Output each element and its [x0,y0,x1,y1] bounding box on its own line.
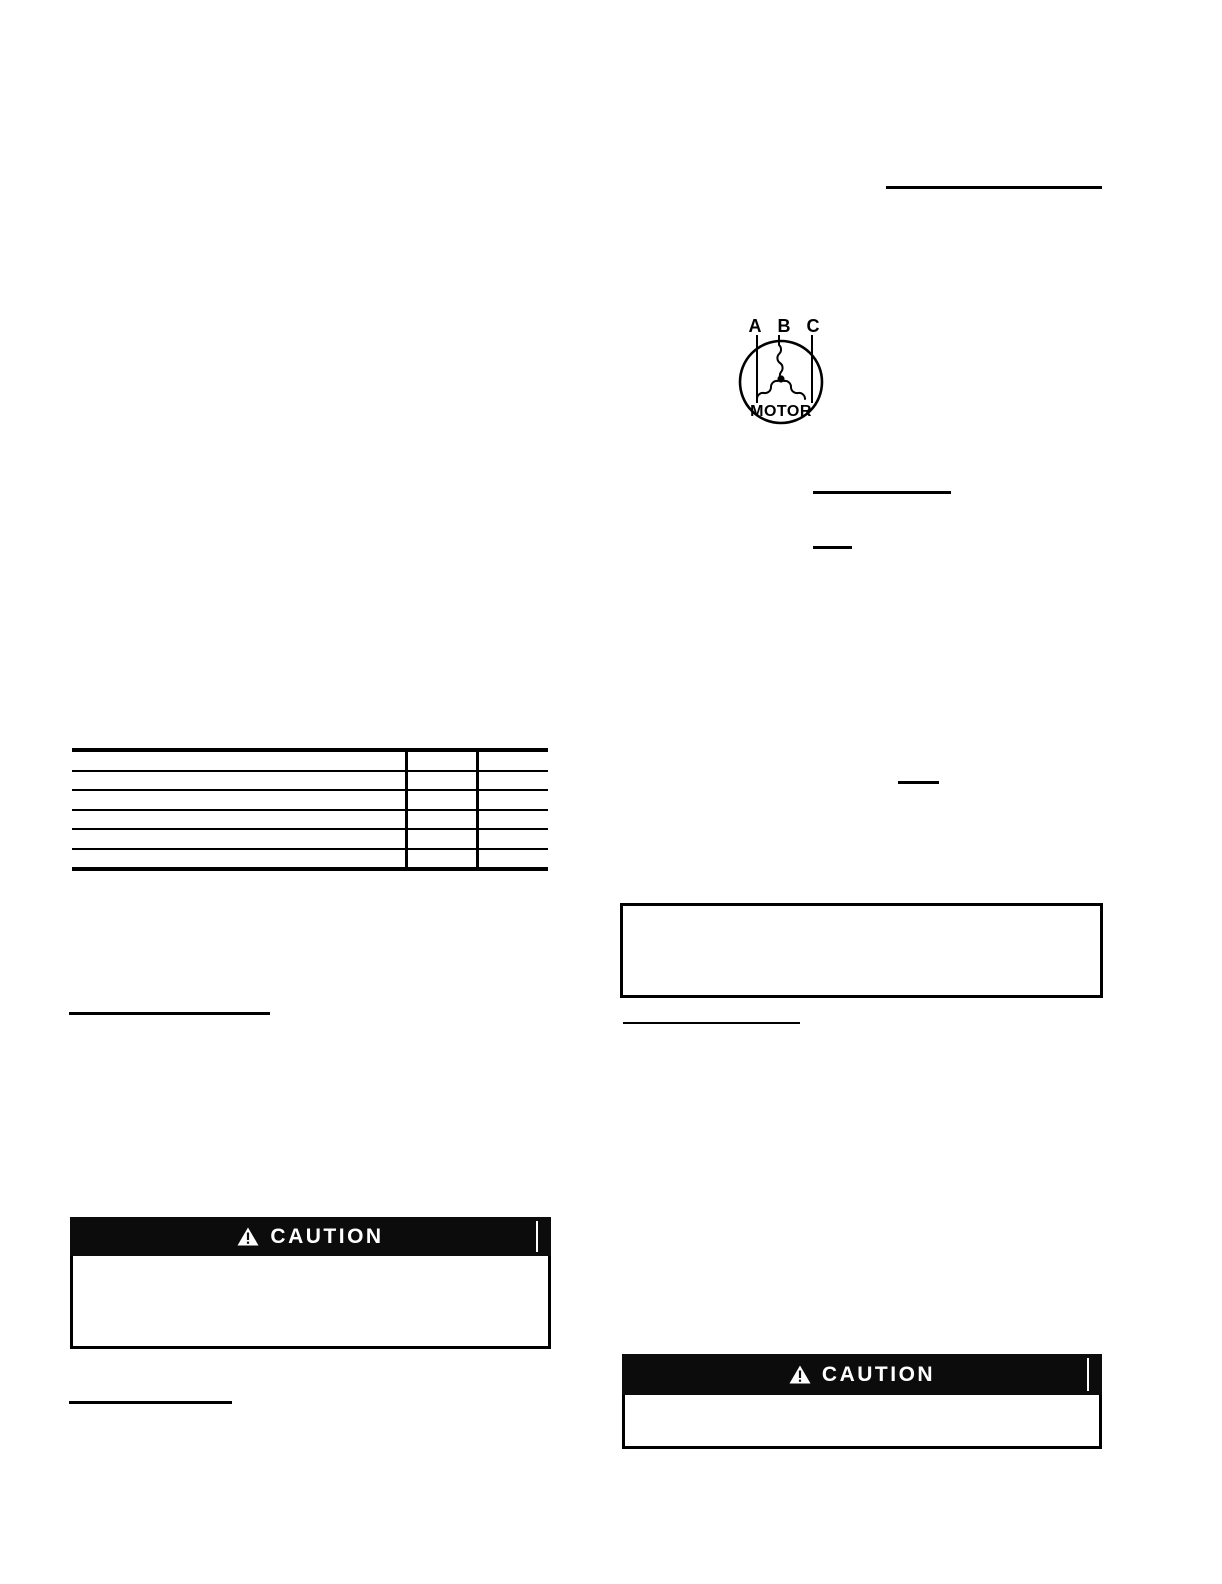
caution-header [70,1217,551,1256]
table-column-separator-1 [405,752,408,867]
underline-right-3 [898,781,939,784]
underline-right-below-box [623,1022,800,1024]
table-column-separator-2 [476,752,479,867]
caution-body [70,1256,551,1349]
spec-table [72,748,548,871]
motor-lead-label-a: A [748,316,762,336]
scan-seam [536,1221,538,1252]
motor-star-point-dot [777,375,784,382]
caution-header [622,1354,1102,1395]
underline-left-heading [69,1012,270,1015]
warning-triangle-icon [237,1227,259,1246]
note-box [620,903,1103,998]
motor-coil-right [784,381,805,399]
rule-top-right [886,186,1102,189]
underline-left-bottom [69,1401,232,1404]
caution-box-left [70,1217,551,1349]
underline-right-2 [813,546,852,549]
motor-wye-diagram [715,302,850,432]
motor-label: MOTOR [750,403,812,420]
underline-right-1 [813,491,951,494]
motor-coil-left [757,381,778,399]
scan-seam [1087,1358,1089,1391]
caution-body [622,1395,1102,1449]
motor-lead-label-c: C [806,316,820,336]
caution-title: CAUTION [821,1362,936,1386]
caution-box-right [622,1354,1102,1449]
motor-coil-top [777,345,782,379]
warning-triangle-icon [789,1365,811,1384]
motor-lead-label-b: B [777,316,791,336]
caution-title: CAUTION [270,1224,384,1248]
